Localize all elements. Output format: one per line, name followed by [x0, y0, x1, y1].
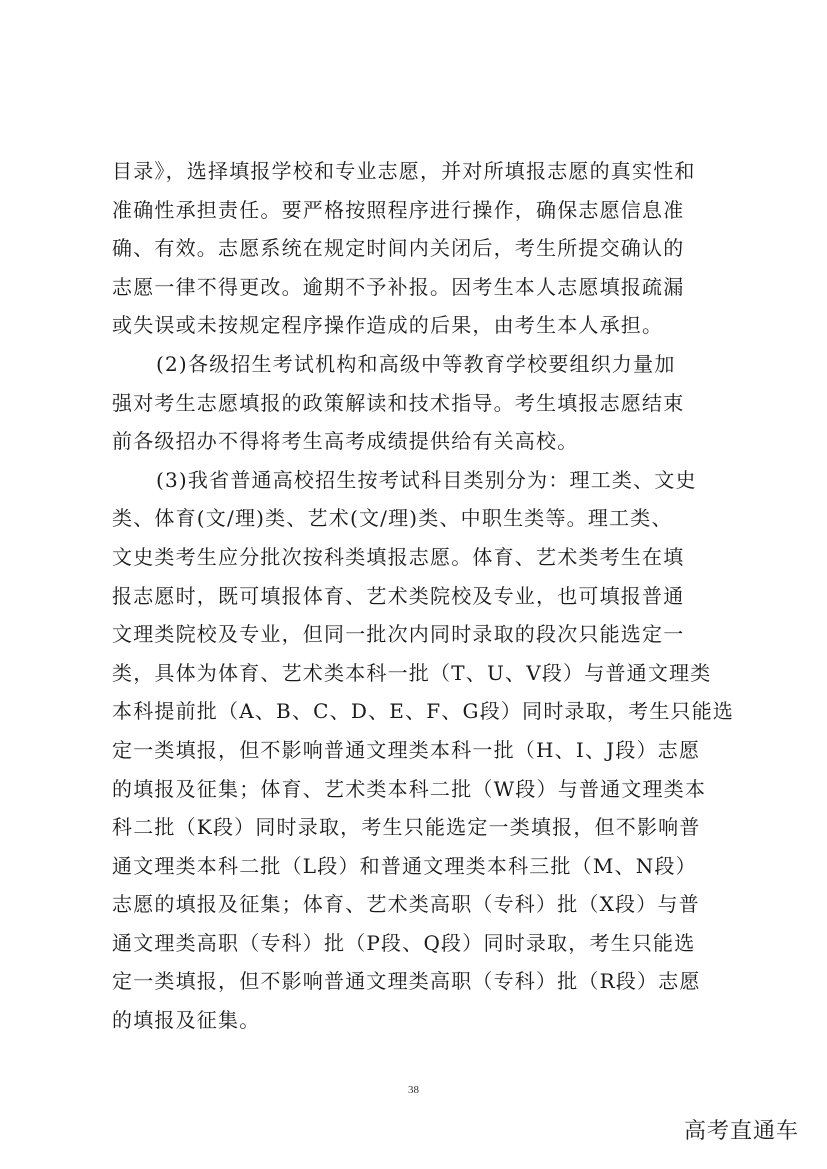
text-line: 报志愿时，既可填报体育、艺术类院校及专业，也可填报普通	[112, 583, 685, 608]
text-line: 前各级招办不得将考生高考成绩提供给有关高校。	[112, 429, 579, 454]
watermark-label: 高考直通车	[683, 1119, 799, 1144]
page-number: 38	[408, 1084, 419, 1096]
text-line: 的填报及征集；体育、艺术类本科二批（W段）与普通文理类本	[112, 776, 707, 801]
text-line: 通文理类本科二批（L段）和普通文理类本科三批（M、N段）	[112, 853, 697, 878]
text-line: 类、体育(文/理)类、艺术(文/理)类、中职生类等。理工类、	[112, 506, 673, 531]
text-line: 文史类考生应分批次按科类填报志愿。体育、艺术类考生在填	[112, 544, 685, 569]
text-line: 志愿一律不得更改。逾期不予补报。因考生本人志愿填报疏漏	[112, 274, 685, 299]
paragraph-start-line: (3)我省普通高校招生按考试科目类别分为：理工类、文史	[156, 467, 697, 492]
text-line: 文理类院校及专业，但同一批次内同时录取的段次只能选定一	[112, 622, 685, 647]
text-line: 目录》，选择填报学校和专业志愿，并对所填报志愿的真实性和	[112, 159, 696, 183]
paragraph-start-line: (2)各级招生考试机构和高级中等教育学校要组织力量加	[156, 351, 676, 376]
text-line: 本科提前批（A、B、C、D、E、F、G段）同时录取，考生只能选	[112, 699, 735, 724]
text-line: 强对考生志愿填报的政策解读和技术指导。考生填报志愿结束	[112, 390, 685, 415]
text-line: 的填报及征集。	[112, 1008, 261, 1033]
text-line: 定一类填报，但不影响普通文理类本科一批（H、I、J段）志愿	[112, 737, 701, 762]
text-line: 类，具体为体育、艺术类本科一批（T、U、V段）与普通文理类	[112, 660, 712, 685]
text-line: 准确性承担责任。要严格按照程序进行操作，确保志愿信息准	[112, 197, 685, 222]
text-line: 科二批（K段）同时录取，考生只能选定一类填报，但不影响普	[112, 815, 701, 840]
body-text	[112, 152, 735, 1040]
text-line: 志愿的填报及征集；体育、艺术类高职（专科）批（X段）与普	[112, 892, 700, 917]
text-line: 定一类填报，但不影响普通文理类高职（专科）批（R段）志愿	[112, 969, 701, 994]
text-line: 或失误或未按规定程序操作造成的后果，由考生本人承担。	[112, 313, 664, 338]
text-line: 确、有效。志愿系统在规定时间内关闭后，考生所提交确认的	[112, 236, 685, 261]
text-line: 通文理类高职（专科）批（P段、Q段）同时录取，考生只能选	[112, 930, 696, 955]
